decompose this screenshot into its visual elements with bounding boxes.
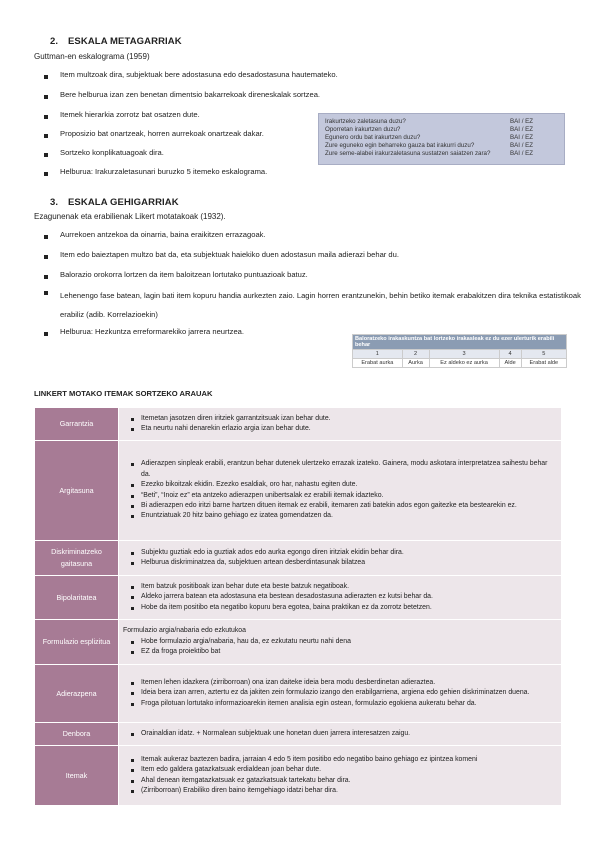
list-item: Helburua: Irakurzaletasunari buruzko 5 itemeko eskalograma. xyxy=(38,167,358,186)
section-2-heading xyxy=(50,36,182,47)
example-row xyxy=(325,142,558,150)
example-answer: BAI / EZ xyxy=(510,134,534,142)
rules-table xyxy=(34,407,562,806)
list-item: Ezezko bikoitzak ekidin. Ezezko esaldiak, oro har, nahastu egiten dute. xyxy=(125,480,555,490)
section-2-bullet-list xyxy=(38,70,358,186)
list-item: Eta neurtu nahi denarekin erlazio argia izan behar dute. xyxy=(125,424,555,434)
table-row xyxy=(35,665,562,723)
list-item: Orainaldian idatz. + Normalean subjektuak une honetan duen jarrera interesatzen zaigu. xyxy=(125,729,555,739)
section-number: 3. xyxy=(50,197,59,208)
likert-label: Ez aldeko ez aurka xyxy=(429,359,499,368)
list-item: “Beti”, “Inoiz ez” eta antzeko adierazpen unibertsalak ez erabili itemak idazteko. xyxy=(125,491,555,501)
example-row xyxy=(325,150,558,158)
rules-title: LINKERT MOTAKO ITEMAK SORTZEKO ARAUAK xyxy=(34,389,213,398)
likert-label: Alde xyxy=(499,359,521,368)
list-item: Itemen lehen idazkera (zirriborroan) ona izan daiteke ideia bera modu desberdinetan adieraztea. xyxy=(125,678,555,688)
list-item: Hobe da item positibo eta negatibo kopuru bera egotea, baina praktikan ez da zorrotz betetzen. xyxy=(125,603,555,613)
rule-content xyxy=(119,723,562,746)
list-item: Item edo galdera gatazkatsuak erdialdean joan behar dute. xyxy=(125,765,555,775)
rule-content xyxy=(119,620,562,665)
example-answer: BAI / EZ xyxy=(510,142,534,150)
likert-number: 2 xyxy=(402,350,429,359)
section-3-bullet-list xyxy=(38,230,600,345)
list-item: Lehenengo fase batean, lagin bati item kopuru handia aurkezten zaio. Lagin horren erantzunekin, behin betiko itemak erabakitzen dira teknika estatistikoak erabiliz (adib. Korrelazioekin) xyxy=(38,286,600,327)
list-item: EZ da froga proiektibo bat xyxy=(125,647,555,657)
rule-content xyxy=(119,746,562,806)
list-item: Itemetan jasotzen diren iritziek garrantzitsuak izan behar dute. xyxy=(125,414,555,424)
rule-label: Garrantzia xyxy=(35,408,119,441)
example-question: Irakurtzeko zaletasuna duzu? xyxy=(325,118,406,125)
list-item: (Zirriborroan) Erabiliko diren baino itemgehiago idatzi behar dira. xyxy=(125,786,555,796)
table-row xyxy=(35,576,562,620)
likert-label: Aurka xyxy=(402,359,429,368)
section-2-subtitle: Guttman-en eskalograma (1959) xyxy=(34,52,150,61)
table-row xyxy=(35,746,562,806)
list-item: Aurrekoen antzekoa da oinarria, baina eraikitzen errazagoak. xyxy=(38,230,580,250)
list-item: Aldeko jarrera batean eta adostasuna eta bestean desadostasuna adierazten ez kutsi behar da. xyxy=(125,592,555,602)
likert-example-header: Baloratzeko irakaskuntza bat lortzeko irakasleak ez du ezer ulerturik erabili behar xyxy=(353,335,567,350)
list-item: Itemak aukeraz baztezen badira, jarraian 4 edo 5 item positibo edo negatibo baino gehiago ez ipintzea komeni xyxy=(125,755,555,765)
rule-content xyxy=(119,541,562,576)
rule-label: Denbora xyxy=(35,723,119,746)
rule-content xyxy=(119,665,562,723)
list-item: Enuntziatuak 20 hitz baino gehiago ez izatea gomendatzen da. xyxy=(125,511,555,521)
list-item: Bere helburua izan zen benetan dimentsio bakarrekoak direneskalak sortzea. xyxy=(38,90,358,110)
list-item: Helburua diskriminatzea da, subjektuen artean desberdintasunak bilatzea xyxy=(125,558,555,568)
example-row xyxy=(325,134,558,142)
section-title: ESKALA METAGARRIAK xyxy=(68,36,182,47)
list-item: Helburua: Hezkuntza erreformarekiko jarrera neurtzea. xyxy=(38,327,360,345)
section-number: 2. xyxy=(50,36,59,47)
likert-number: 1 xyxy=(353,350,403,359)
rule-intro: Formulazio argia/nabaria edo ezkutukoa xyxy=(123,627,246,635)
rule-label: Bipolaritatea xyxy=(35,576,119,620)
rule-content xyxy=(119,576,562,620)
example-question: Zure seme-alabei irakurzaletasuna sustatzen saiatzen zara? xyxy=(325,150,491,158)
list-item: Froga pilotuan lortutako informazioarekin itemen analisia egin ostean, formulazio egokiena aukeratu behar da. xyxy=(125,699,555,709)
example-question: Zure eguneko egin beharreko gauza bat irakurri duzu? xyxy=(325,142,475,150)
rule-content xyxy=(119,441,562,541)
likert-number: 3 xyxy=(429,350,499,359)
rule-label: Formulazio esplizitua xyxy=(35,620,119,665)
example-row xyxy=(325,118,558,126)
example-answer: BAI / EZ xyxy=(510,150,534,158)
section-title: ESKALA GEHIGARRIAK xyxy=(68,197,179,208)
likert-number: 5 xyxy=(521,350,566,359)
rule-label: Adierazpena xyxy=(35,665,119,723)
list-item: Ahal denean itemgatazkatsuak ez gatazkatsuak tartekatu behar dira. xyxy=(125,776,555,786)
table-row xyxy=(35,441,562,541)
list-item: Item batzuk positiboak izan behar dute eta beste batzuk negatiboak. xyxy=(125,582,555,592)
list-item: Item multzoak dira, subjektuak bere adostasuna edo desadostasuna hautemateko. xyxy=(38,70,358,90)
guttman-example-box xyxy=(318,113,565,165)
section-3-heading xyxy=(50,197,179,208)
example-question: Oporretan irakurtzen duzu? xyxy=(325,126,401,134)
list-item: Bi adierazpen edo iritzi barne hartzen dituen itemak ez erabili, itemaren zati batekin ados egon gaitezke eta bestearekin ez. xyxy=(125,501,555,511)
table-row xyxy=(35,541,562,576)
example-answer: BAI / EZ xyxy=(510,126,534,134)
example-row xyxy=(325,126,558,134)
table-row xyxy=(35,408,562,441)
example-question: Egunero ordu bat irakurtzen duzu? xyxy=(325,134,421,142)
list-item: Proposizio bat onartzeak, horren aurrekoak onartzeak dakar. xyxy=(38,129,358,148)
list-item: Balorazio orokorra lortzen da item baloitzean lortutako puntuazioak batuz. xyxy=(38,270,580,290)
table-row xyxy=(35,723,562,746)
rule-label: Itemak xyxy=(35,746,119,806)
list-item: Sortzeko konplikatuagoak dira. xyxy=(38,148,358,167)
rule-label: Argitasuna xyxy=(35,441,119,541)
list-item: Ideia bera izan arren, aztertu ez da jakiten zein formulazio izango den erabilgarriena, argiena edo gehien diskriminatzen duena. xyxy=(125,688,555,698)
list-item: Subjektu guztiak edo ia guztiak ados edo aurka egongo diren iritziak ekidin behar dira. xyxy=(125,548,555,558)
likert-label: Erabat aurka xyxy=(353,359,403,368)
list-item: Adierazpen sinpleak erabili, erantzun behar dutenek ulertzeko errazak izateko. Gainera, modu askotara interpretatzea saihestu behar da. xyxy=(125,459,555,480)
list-item: Hobe formulazio argia/nabaria, hau da, ez ezkutatu neurtu nahi dena xyxy=(125,637,555,647)
likert-number: 4 xyxy=(499,350,521,359)
likert-label: Erabat alde xyxy=(521,359,566,368)
rule-content xyxy=(119,408,562,441)
table-row xyxy=(35,620,562,665)
list-item: Item edo baieztapen multzo bat da, eta subjektuak haiekiko duen adostasun maila adierazi behar du. xyxy=(38,250,580,270)
list-item: Itemek hierarkia zorrotz bat osatzen dute. xyxy=(38,110,358,129)
example-answer: BAI / EZ xyxy=(510,118,534,125)
section-3-subtitle: Ezagunenak eta erabilienak Likert motatakoak (1932). xyxy=(34,212,226,221)
likert-example-table xyxy=(352,334,567,368)
rule-label: Diskriminatzeko gaitasuna xyxy=(35,541,119,576)
